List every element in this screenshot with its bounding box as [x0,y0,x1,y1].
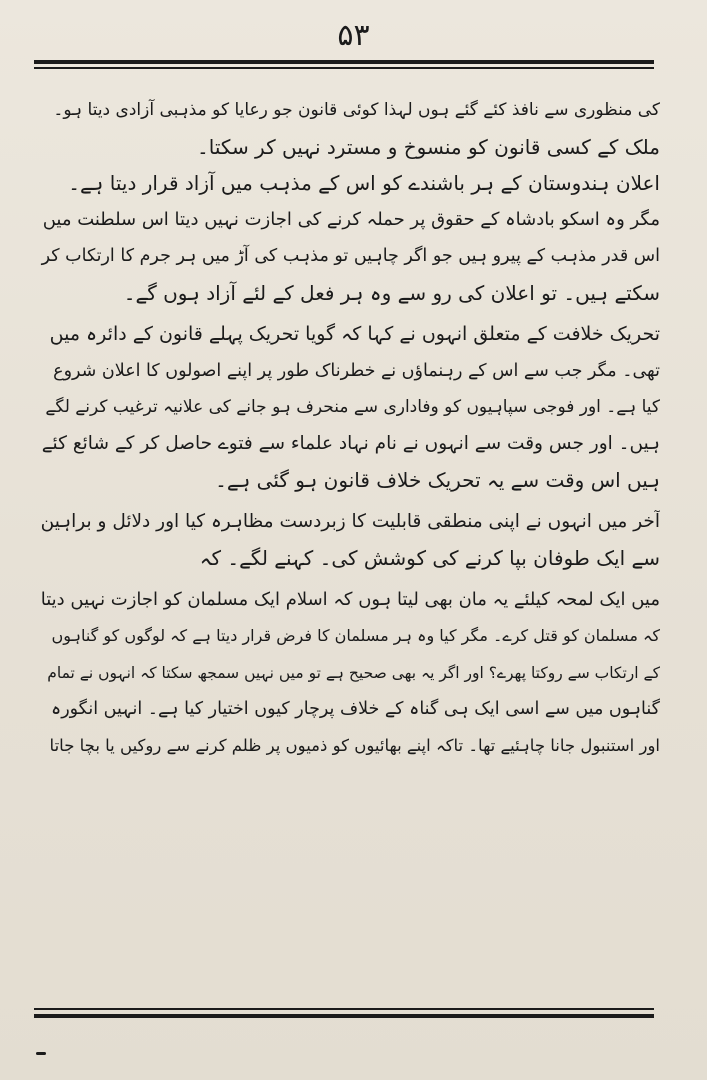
text-line: گناہوں میں سے اسی ایک ہی گناہ کے خلاف پرچار کیوں اختیار کیا ہے۔ انہیں انگورہ [50,699,660,719]
text-line: ہیں۔ اور جس وقت سے انہوں نے نام نہاد علماء سے فتوے حاصل کر کے شائع کئے [41,432,660,454]
text-line: آخر میں انہوں نے اپنی منطقی قابلیت کا زبردست مظاہرہ کیا اور دلائل و براہین [40,510,660,532]
text-line: تحریک خلافت کے متعلق انہوں نے کہا کہ گویا تحریک پہلے قانون کے دائرہ میں [49,323,660,345]
text-line: کے ارتکاب سے روکتا پھرے؟ اور اگر یہ بھی صحیح ہے تو میں نہیں سمجھ سکتا کہ انہوں نے تمام [47,663,660,682]
body-text [40,92,660,764]
text-line: کیا ہے۔ اور فوجی سپاہیوں کو وفاداری سے منحرف ہو جانے کی علانیہ ترغیب کرنے لگے [45,397,660,417]
text-line: مگر وہ اسکو بادشاہ کے حقوق پر حملہ کرنے کی اجازت نہیں دیتا اس سلطنت میں [42,208,660,230]
text-line: ملک کے کسی قانون کو منسوخ و مسترد نہیں کر سکتا۔ [197,134,660,159]
page-number: ۵۳ [337,18,370,53]
text-line: سے ایک طوفان بپا کرنے کی کوشش کی۔ کہنے لگے۔ کہ [199,546,660,570]
text-line: اور استنبول جانا چاہئیے تھا۔ تاکہ اپنے بھائیوں کو ذمیوں پر ظلم کرنے سے روکیں یا بچا جاتا [49,735,660,755]
text-line: سکتے ہیں۔ تو اعلان کی رو سے وہ ہر فعل کے لئے آزاد ہوں گے۔ [123,280,660,305]
text-line: کہ مسلمان کو قتل کرے۔ مگر کیا وہ ہر مسلمان کا فرض قرار دیتا ہے کہ لوگوں کو گناہوں [51,626,660,645]
footer-rule-top [34,1008,654,1010]
header-rule-top [34,60,654,64]
text-line: ہیں اس وقت سے یہ تحریک خلاف قانون ہو گئی ہے۔ [215,468,660,492]
header-rule-bottom [34,67,654,69]
footer-rule-bottom [34,1014,654,1018]
text-line: کی منظوری سے نافذ کئے گئے ہوں لہذا کوئی قانون جو رعایا کو مذہبی آزادی دیتا ہو۔ [53,100,660,120]
text-line: اس قدر مذہب کے پیرو ہیں جو اگر چاہیں تو مذہب کی آڑ میں ہر جرم کا ارتکاب کر [41,246,660,266]
text-line: تھی۔ مگر جب سے اس کے رہنماؤں نے خطرناک طور پر اپنے اصولوں کا اعلان شروع [53,360,660,381]
text-line: میں ایک لمحہ کیلئے یہ مان بھی لیتا ہوں کہ اسلام ایک مسلمان کو اجازت نہیں دیتا [40,588,660,610]
bottom-mark [36,1052,46,1055]
text-line: اعلان ہندوستان کے ہر باشندے کو اس کے مذہب میں آزاد قرار دیتا ہے۔ [68,171,660,195]
